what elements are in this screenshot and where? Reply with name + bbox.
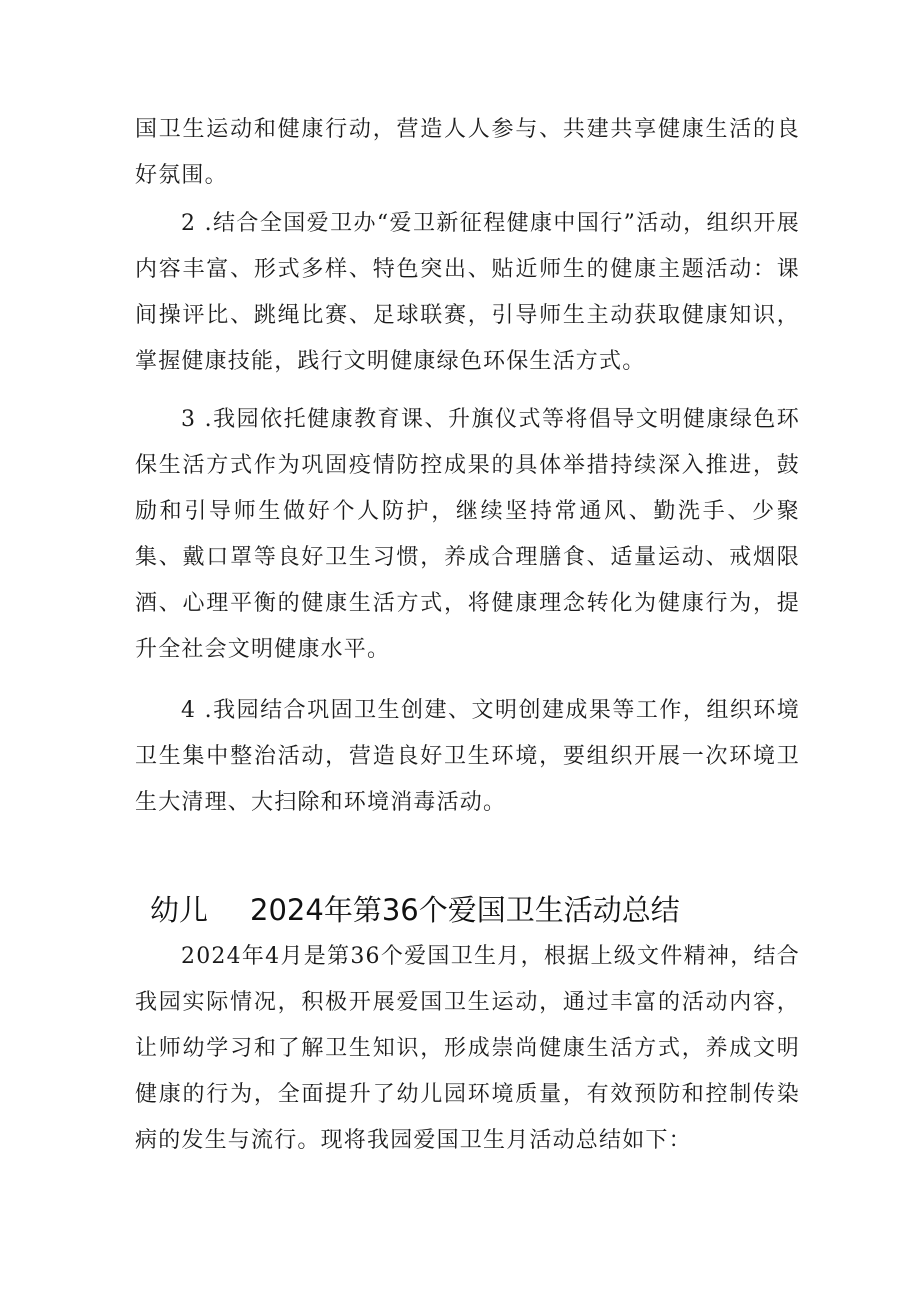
section-title-prefix: 幼儿 <box>150 893 209 927</box>
paragraph-item-2: 2 .结合全国爱卫办“爱卫新征程健康中国行”活动，组织开展内容丰富、形式多样、特色突出、贴近师生的健康主题活动：课间操评比、跳绳比赛、足球联赛，引导师生主动获取健康知识，掌握健康技能，践行文明健康绿色环保生活方式。 <box>135 211 800 374</box>
paragraph-item-3: 3 .我园依托健康教育课、升旗仪式等将倡导文明健康绿色环保生活方式作为巩固疫情防控成果的具体举措持续深入推进，鼓励和引导师生做好个人防护，继续坚持常通风、勤洗手、少聚集、戴口罩等良好卫生习惯，养成合理膳食、适量运动、戒烟限酒、心理平衡的健康生活方式，将健康理念转化为健康行为，提升全社会文明健康水平。 <box>135 407 800 662</box>
section-title-main: 2024年第36个爱国卫生活动总结 <box>250 893 680 927</box>
paragraph-continuation: 国卫生运动和健康行动，营造人人参与、共建共享健康生活的良好氛围。 <box>135 117 800 188</box>
paragraph-intro: 2024年4月是第36个爱国卫生月，根据上级文件精神，结合我园实际情况，积极开展爱国卫生运动，通过丰富的活动内容，让师幼学习和了解卫生知识，形成崇尚健康生活方式，养成文明健康的行为，全面提升了幼儿园环境质量，有效预防和控制传染病的发生与流行。现将我园爱国卫生月活动总结如下： <box>135 944 800 1153</box>
section-title <box>150 885 800 935</box>
paragraph-item-4: 4 .我园结合巩固卫生创建、文明创建成果等工作，组织环境卫生集中整治活动，营造良好卫生环境，要组织开展一次环境卫生大清理、大扫除和环境消毒活动。 <box>135 698 800 815</box>
